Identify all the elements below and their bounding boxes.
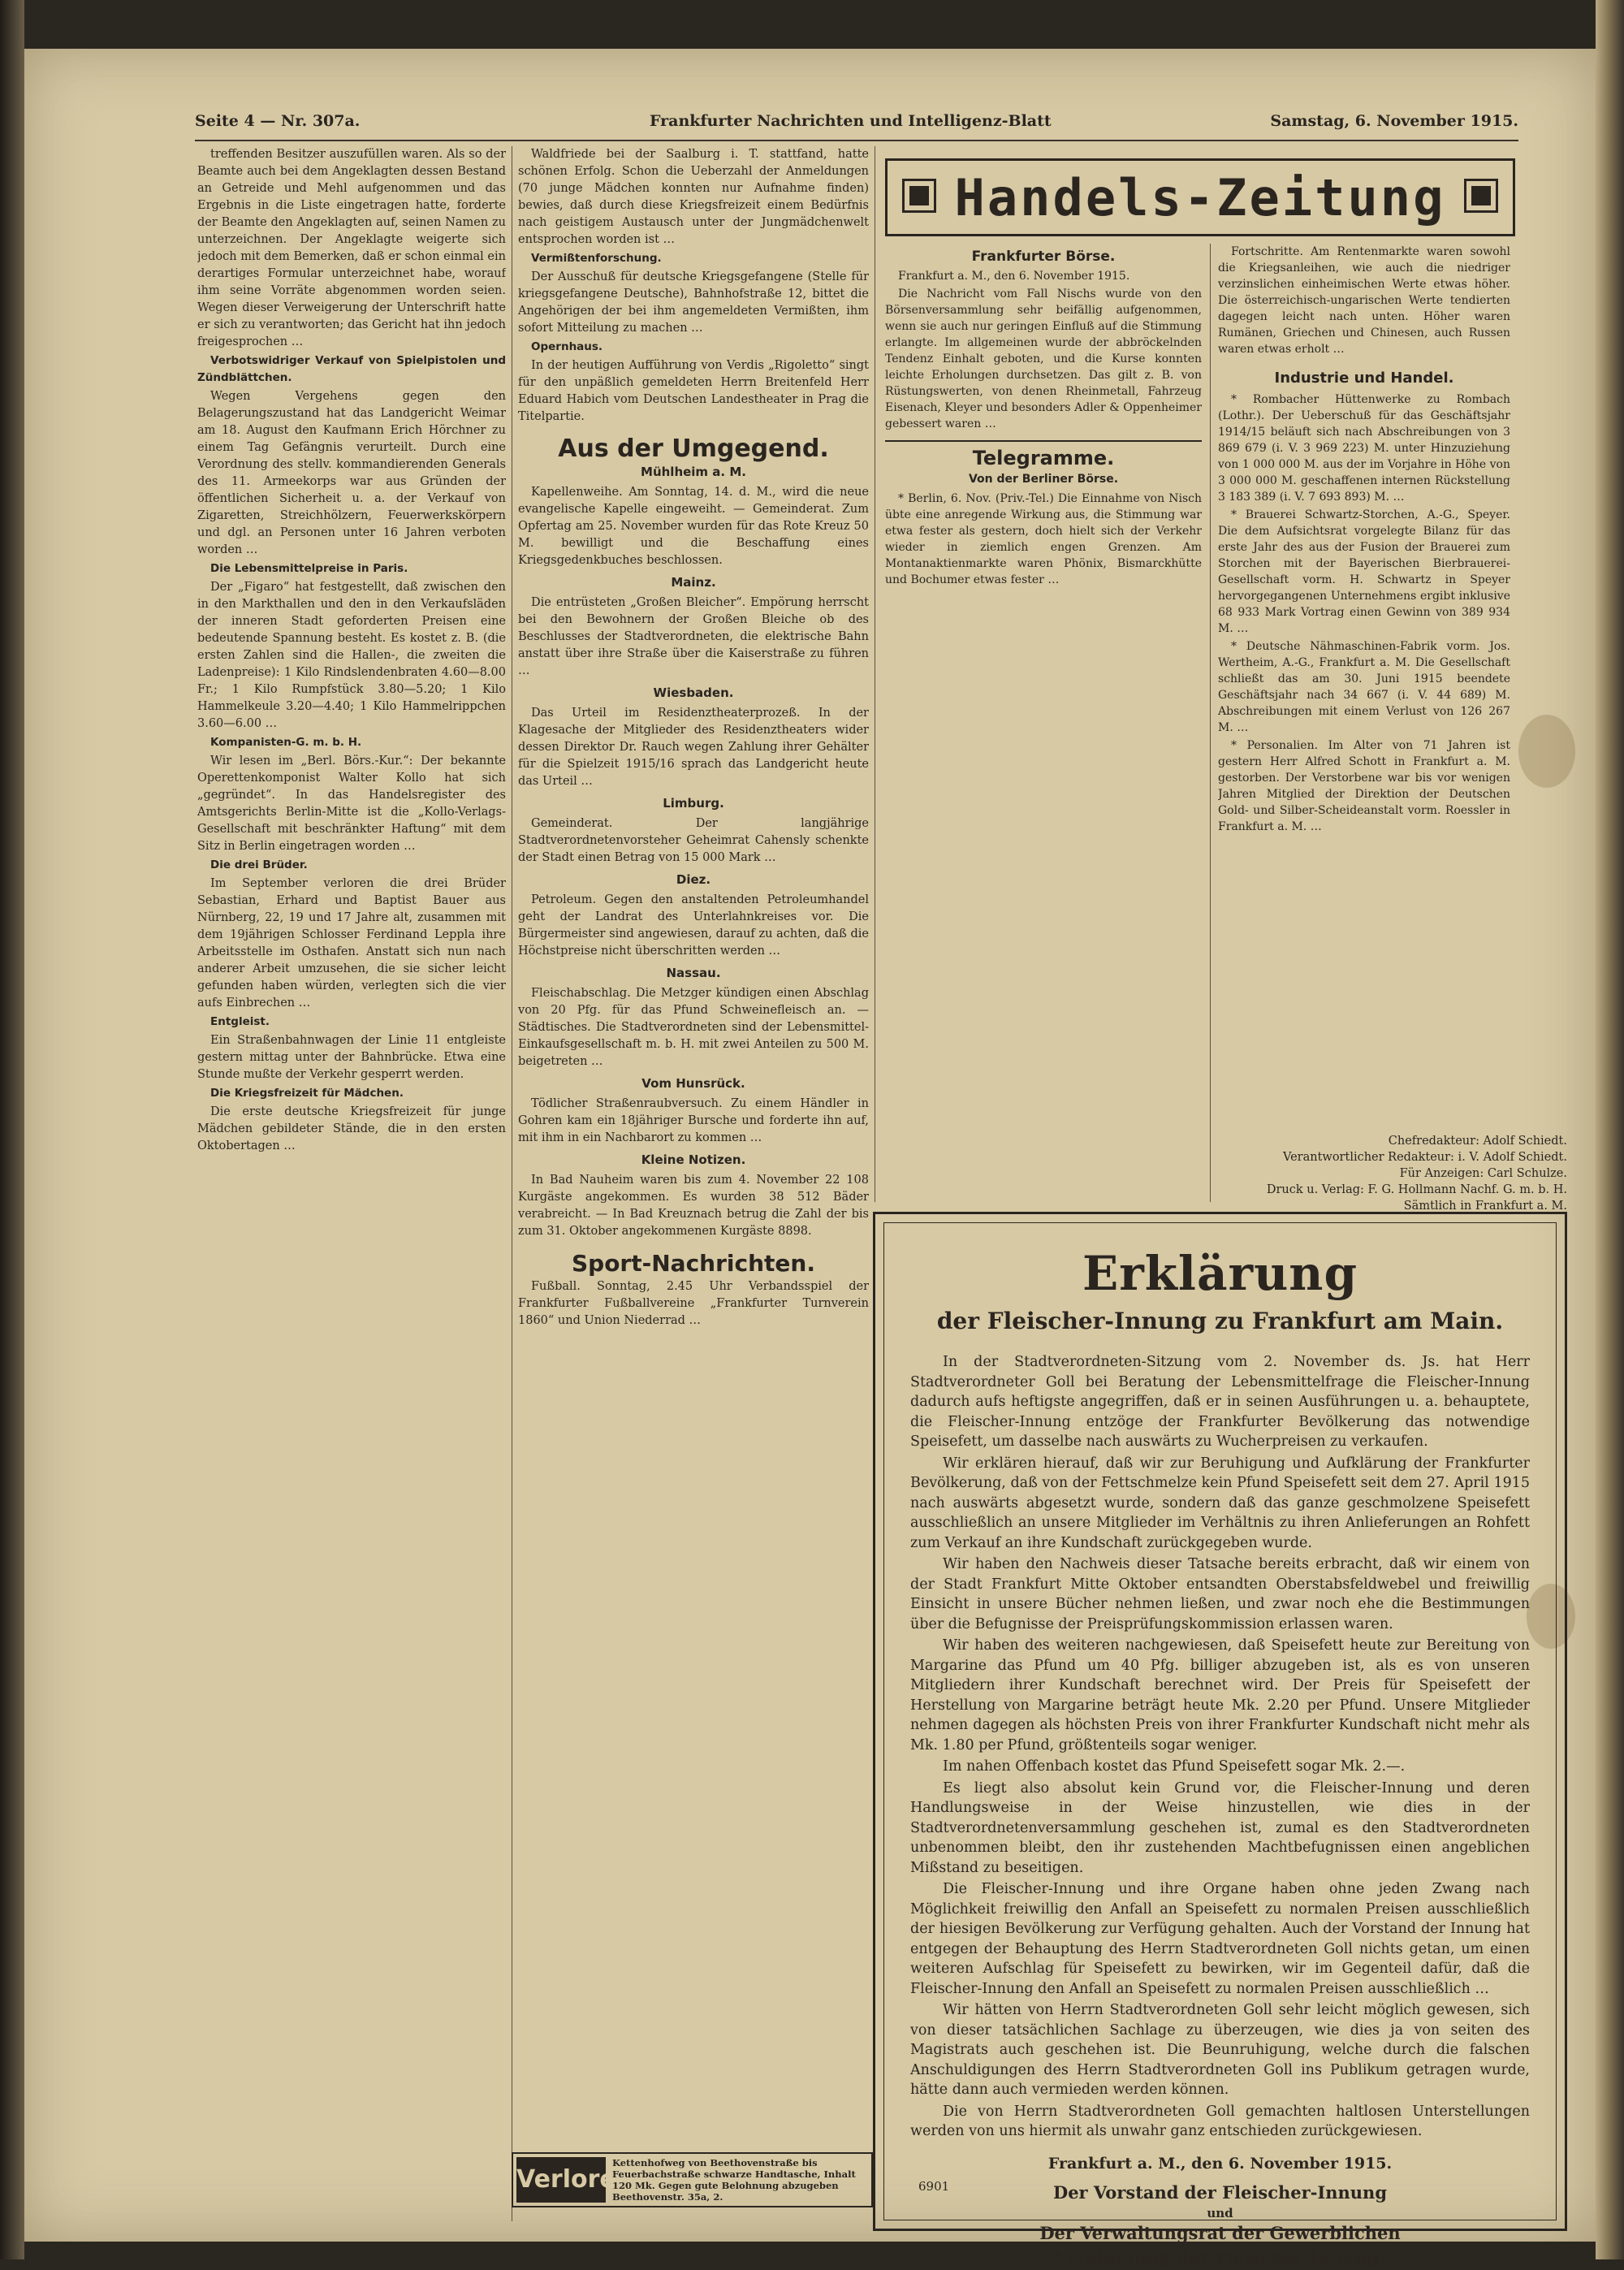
signature-line: und <box>1207 2205 1233 2220</box>
ornament-square-icon <box>902 179 936 213</box>
article-text: Wegen Vergehens gegen den Belagerungszustand hat das Landgericht Weimar am 18. August den Kaufmann Erich Hörchner zu einem Tag Gefängnis verurteilt. Durch eine Verordnung des stellv. kommandierenden Generals des 11. Armeekorps war aus Gründen der öffentlichen Sicherheit u. a. der Verkauf von Zigaretten, Streichhölzern, Feuerwerkskörpern und dgl. an Personen unter 16 Jahren verboten worden … <box>197 390 506 556</box>
credit-line: Druck u. Verlag: F. G. Hollmann Nachf. G. m. b. H. <box>1266 1183 1567 1196</box>
scan-right-edge <box>1596 0 1624 2259</box>
column-1 <box>197 146 506 2225</box>
handels-zeitung-title: Handels-Zeitung <box>954 167 1446 227</box>
advert-date: Frankfurt a. M., den 6. November 1915. <box>1047 2154 1393 2173</box>
boerse-heading: Frankfurter Börse. <box>971 249 1116 265</box>
handels-column-2 <box>1218 244 1510 1129</box>
advert-paragraph: Wir hätten von Herrn Stadtverordneten Goll sehr leicht möglich gewesen, sich von dieser tatsächlichen Sachlage zu überzeugen, wie dies ja von seiten des Magistrats auch geschehen ist. Die Beunruhigung, welche durch die falschen Anschuldigungen des Herrn Stadtverordneten Goll ins Publikum getragen wurde, hätte dann auch vermieden werden können. <box>910 2002 1530 2098</box>
article-text: Tödlicher Straßenraubversuch. Zu einem Händler in Gohren kam ein 18jähriger Bursche und forderte ihn auf, mit ihm in ein Nachbarort zu kommen … <box>518 1097 869 1144</box>
handels-zeitung-masthead <box>885 158 1515 236</box>
article-text: Petroleum. Gegen den anstaltenden Petroleumhandel geht der Landrat des Unterlahnkreises vor. Die Bürgermeister sind angewiesen, darauf zu achten, daß die Höchstpreise nicht überschritten werden … <box>518 893 869 958</box>
column-divider <box>1210 244 1211 1202</box>
article-heading: Die Kriegsfreizeit für Mädchen. <box>210 1087 404 1100</box>
credit-line: Verantwortlicher Redakteur: i. V. Adolf Schiedt. <box>1282 1151 1567 1164</box>
page-number: Seite 4 — Nr. 307a. <box>195 112 361 130</box>
location-heading: Vom Hunsrück. <box>641 1076 745 1091</box>
telegramme-report: * Berlin, 6. Nov. (Priv.-Tel.) Die Einnahme von Nisch übte eine anregende Wirkung aus, die Stimmung war etwa fester als gestern, doch hielt sich der Verkehr wieder in ziemlich engen Grenzen. Am Montanaktienmarkte waren Phönix, Bismarckhütte und Bochumer etwas fester … <box>885 492 1202 586</box>
article-text: Im September verloren die drei Brüder Sebastian, Erhard und Baptist Bauer aus Nürnberg, 22, 19 und 17 Jahre alt, zusammen mit dem 19jährigen Schlosser Ferdinand Leppla ihre Arbeitsstelle im Osthafen. Anstatt sich nun nach anderer Arbeit umzusehen, die sie sicher leicht gefunden haben würden, verlegten sich die vier aufs Einbrechen … <box>197 877 506 1010</box>
advert-paragraph: Es liegt also absolut kein Grund vor, die Fleischer-Innung und deren Handlungsweise in der Weise hinzustellen, wie dies in der Stadtverordnetenversammlung geschehen ist, zumal es den Stadtverordneten unbenommen bleibt, den ihr zustehenden Machtbefugnissen einen angeblichen Mißstand zu beseitigen. <box>910 1779 1530 1876</box>
article-heading: Kompanisten-G. m. b. H. <box>210 736 362 749</box>
advert-paragraph: Wir haben des weiteren nachgewiesen, daß Speisefett heute zur Bereitung von Margarine das Pfund um 40 Pfg. billiger abzugeben ist, als es von unseren Mitgliedern ihrer Kundschaft berechnet wird. Der Preis für Speisefett der Herstellung von Margarine beträgt heute Mk. 2.20 per Pfund. Unsere Mitglieder nehmen dagegen als höchsten Preis von ihrer Frankfurter Kundschaft nicht mehr als Mk. 1.80 per Pfund, größtenteils sogar weniger. <box>910 1637 1530 1753</box>
article-text: Gemeinderat. Der langjährige Stadtverordnetenvorsteher Geheimrat Cahensly schenkte der Stadt einen Betrag von 15 000 Mark … <box>518 817 869 864</box>
article-text: Ein Straßenbahnwagen der Linie 11 entgleiste gestern mittag unter der Bahnbrücke. Etwa eine Stunde mußte der Verkehr gesperrt werden. <box>197 1034 506 1081</box>
column-2 <box>518 146 869 2148</box>
telegramme-subheading: Von der Berliner Börse. <box>968 473 1119 486</box>
lost-item-advert <box>512 2152 873 2207</box>
article-heading: Die drei Brüder. <box>210 858 308 871</box>
advert-paragraph: Wir erklären hierauf, daß wir zur Beruhigung und Aufklärung der Frankfurter Bevölkerung, daß von der Fettschmelze kein Pfund Speisefett seit dem 27. April 1915 nach auswärts abgesetzt wurde, sondern daß das ganze geschmolzene Speisefett ausschließlich an unsere Mitglieder im Verhältnis zu ihren Anlieferungen an Rohfett zum Verkauf an ihre Kundschaft zurückgegeben wurde. <box>910 1455 1530 1551</box>
masthead-title: Frankfurter Nachrichten und Intelligenz-Blatt <box>650 112 1052 130</box>
advert-paragraph: Die Fleischer-Innung und ihre Organe haben ohne jeden Zwang nach Möglichkeit freiwillig den Anfall an Speisefett zu normalen Preisen ausschließlich der hiesigen Bevölkerung zur Verfügung gehalten. Auch der Vorstand der Innung hat entgegen der Behauptung des Herrn Stadtverordneten Goll nichts getan, um einen weiteren Aufschlag für Speisefett zu bewirken, wir im Gegenteil dafür, daß die Fleischer-Innung den Anfall an Speisefett zu normalen Preisen ausschließlich … <box>910 1881 1530 1997</box>
credit-line: Sämtlich in Frankfurt a. M. <box>1403 1200 1567 1213</box>
section-title-sport: Sport-Nachrichten. <box>571 1250 815 1277</box>
paper-stain <box>1518 715 1575 788</box>
lost-advert-text: Kettenhofweg von Beethovenstraße bis Feuerbachstraße schwarze Handtasche, Inhalt 120 Mk. Gegen gute Belohnung abzugeben Beethovenstr. 35a, 2. <box>612 2157 856 2203</box>
boerse-report: Die Nachricht vom Fall Nischs wurde von den Börsenversammlung sehr beifällig aufgenommen, wenn sie auch nur geringen Einfluß auf die Stimmung erlangte. Im allgemeinen wurde der abbröckelnden Tendenz Einhalt geboten, und die Kurse konnten leichte Erholungen durchsetzen. Das gilt z. B. von Rüstungswerten, von denen Rheinmetall, Fahrzeug Eisenach, Kleyer und besonders Adler & Oppenheimer gebessert waren … <box>885 288 1202 430</box>
section-title-umgegend: Aus der Umgegend. <box>558 435 829 463</box>
location-heading: Mühlheim a. M. <box>641 465 746 479</box>
article-heading: Vermißtenforschung. <box>531 252 662 265</box>
article-text: Kapellenweihe. Am Sonntag, 14. d. M., wird die neue evangelische Kapelle eingeweiht. — Gemeinderat. Zum Opfertag am 25. November wurden für das Rote Kreuz 50 M. bewilligt und die Beschaffung eines Kriegsgedenkbuches beschlossen. <box>518 486 869 567</box>
telegramme-heading: Telegramme. <box>972 447 1115 469</box>
page-header <box>195 112 1518 136</box>
lost-advert-title: Verloren! <box>516 2157 606 2203</box>
article-text: treffenden Besitzer auszufüllen waren. Als so der Beamte auch bei dem Angeklagten dessen Bestand an Getreide und Mehl aufgenommen und das Ergebnis in die Liste eingetragen hatte, forderte der Beamte den Angeklagten auf, seinen Namen zu unterzeichnen. Der Angeklagte weigerte sich jedoch mit dem Bemerken, daß er schon einmal ein derartiges Formular unterzeichnet habe, worauf ihm seine Vorräte abgenommen worden seien. Wegen dieser Verweigerung der Unterschrift hatte er sich zu verantworten; das Gericht hat ihn jedoch freigesprochen … <box>197 148 506 348</box>
article-text: Die erste deutsche Kriegsfreizeit für junge Mädchen gebildeter Stände, die in den ersten Oktobertagen … <box>197 1105 506 1152</box>
scan-left-edge <box>0 0 24 2259</box>
article-text: Wir lesen im „Berl. Börs.-Kur.“: Der bekannte Operettenkomponist Walter Kollo hat sich „gegründet“. In das Handelsregister des Amtsgerichts Berlin-Mitte ist die „Kollo-Verlags-Gesellschaft mit beschränkter Haftung“ mit dem Sitz in Berlin eingetragen worden … <box>197 755 506 853</box>
advert-title: Erklärung <box>1082 1246 1358 1301</box>
article-text: Fleischabschlag. Die Metzger kündigen einen Abschlag von 20 Pfg. für das Pfund Schweinefleisch an. — Städtisches. Die Stadtverordneten sind der Lebensmittel-Einkaufsgesellschaft m. b. H. mit zwei Anteilen zu 500 M. beigetreten … <box>518 987 869 1068</box>
handels-column-1 <box>885 244 1202 1206</box>
location-heading: Diez. <box>676 872 711 887</box>
location-heading: Limburg. <box>663 796 724 811</box>
header-rule <box>195 140 1518 141</box>
article-text: Der Ausschuß für deutsche Kriegsgefangene (Stelle für kriegsgefangene Deutsche), Bahnhofstraße 12, bittet die Angehörigen der bei ihm angemeldeten Vermißten, ihm sofort Mitteilung zu machen … <box>518 270 869 335</box>
ornament-square-icon <box>1464 179 1498 213</box>
erklaerung-advert <box>873 1212 1567 2268</box>
location-heading: Kleine Notizen. <box>641 1152 746 1167</box>
industry-news: * Personalien. Im Alter von 71 Jahren ist gestern Herr Alfred Schott in Frankfurt a. M. gestorben. Der Verstorbene war bis vor wenigen Jahren Mitglied der Direktion der Deutschen Gold- und Silber-Scheideanstalt vorm. Roessler in Frankfurt a. M. … <box>1218 739 1510 833</box>
article-text: Fußball. Sonntag, 2.45 Uhr Verbandsspiel der Frankfurter Fußballvereine „Frankfurter Turnverein 1860“ und Union Niederrad … <box>518 1280 869 1327</box>
signature-line: Der Verwaltungsrat der Gewerblichen <box>1039 2222 1401 2243</box>
article-heading: Opernhaus. <box>531 340 603 353</box>
industry-news: * Deutsche Nähmaschinen-Fabrik vorm. Jos. Wertheim, A.-G., Frankfurt a. M. Die Gesellschaft schließt das am 30. Juni 1915 beendete Geschäftsjahr nach 34 667 (i. V. 44 689) M. Abschreibungen mit einem Verlust von 126 267 M. … <box>1218 640 1510 734</box>
boerse-dateline: Frankfurt a. M., den 6. November 1915. <box>898 270 1130 283</box>
article-heading: Entgleist. <box>210 1015 270 1028</box>
signature-line: Vereinigung der Fleischer-Innung. <box>1054 2246 1386 2268</box>
advert-signature <box>910 2181 1530 2270</box>
location-heading: Mainz. <box>671 575 716 590</box>
article-text: Das Urteil im Residenztheaterprozeß. In der Klagesache der Mitglieder des Residenztheaters wider dessen Direktor Dr. Rauch wegen Zahlung ihrer Gehälter für die Spielzeit 1915/16 sprach das Landgericht heute das Urteil … <box>518 707 869 788</box>
industry-news: * Brauerei Schwartz-Storchen, A.-G., Speyer. Die dem Aufsichtsrat vorgelegte Bilanz für das erste Jahr des aus der Fusion der Brauerei zum Storchen mit der Bayerischen Bierbrauerei-Gesellschaft vorm. H. Schwartz in Speyer hervorgegangenen Unternehmens ergibt inklusive 68 933 Mark Vortrag einen Gewinn von 389 934 M. … <box>1218 508 1510 635</box>
article-text: Der „Figaro“ hat festgestellt, daß zwischen den in den Markthallen und den in den Verkaufsläden der inneren Stadt geforderten Preisen eine bedeutende Spannung besteht. Es kostet z. B. (die ersten Zahlen sind die Hallen-, die zweiten die Ladenpreise): 1 Kilo Rindslendenbraten 4.60—8.00 Fr.; 1 Kilo Rumpfstück 3.80—5.20; 1 Kilo Hammelkeule 3.20—4.40; 1 Kilo Hammelrippchen 3.60—6.00 … <box>197 581 506 730</box>
editorial-credits <box>1230 1133 1567 1214</box>
article-text: In Bad Nauheim waren bis zum 4. November 22 108 Kurgäste angekommen. Es wurden 38 512 Bäder verabreicht. — In Bad Kreuznach betrug die Zahl der bis zum 31. Oktober angekommenen Kurgäste 8898. <box>518 1174 869 1238</box>
market-report: Fortschritte. Am Rentenmarkte waren sowohl die Kriegsanleihen, wie auch die niedriger verzinslichen einheimischen Werte etwas höher. Die österreichisch-ungarischen Werte tendierten dagegen leicht nach unten. Höher waren Rumänen, Griechen und Chinesen, auch Russen waren etwas erholt … <box>1218 245 1510 356</box>
issue-date: Samstag, 6. November 1915. <box>1270 112 1518 130</box>
article-heading: Die Lebensmittelpreise in Paris. <box>210 562 408 575</box>
advert-paragraph: Im nahen Offenbach kostet das Pfund Speisefett sogar Mk. 2.—. <box>943 1758 1406 1775</box>
article-text: Die entrüsteten „Großen Bleicher“. Empörung herrscht bei den Bewohnern der Großen Bleiche ob des Beschlusses der Stadtverordneten, die elektrische Bahn anstatt über ihre Straße über die Kaiserstraße zu führen … <box>518 596 869 677</box>
location-heading: Wiesbaden. <box>653 685 734 700</box>
article-heading: Verbotswidriger Verkauf von Spielpistolen und Zündblättchen. <box>197 354 506 384</box>
industry-news: * Rombacher Hüttenwerke zu Rombach (Lothr.). Der Ueberschuß für das Geschäftsjahr 1914/15 beläuft sich nach Abschreibungen von 3 869 679 (i. V. 3 969 223) M. unter Hinzuziehung von 1 000 000 M. aus der im Vorjahre in Höhe von 3 000 000 M. geschaffenen internen Rückstellung 3 183 389 (i. V. 7 693 893) M. … <box>1218 393 1510 504</box>
advert-number: 6901 <box>918 2179 950 2194</box>
advert-body <box>910 1352 1530 2142</box>
article-text: In der heutigen Aufführung von Verdis „Rigoletto“ singt für den unpäßlich gemeldeten Herrn Breitenfeld Herr Eduard Habich vom Deutschen Landestheater in Prag die Titelpartie. <box>518 359 869 423</box>
advert-paragraph: In der Stadtverordneten-Sitzung vom 2. November ds. Js. hat Herr Stadtverordneter Goll bei Beratung der Lebensmittelfrage die Fleischer-Innung dadurch aufs heftigste angegriffen, daß er in seinen Ausführungen u. a. behauptete, die Fleischer-Innung entzöge der Frankfurter Bevölkerung das notwendige Speisefett, um dasselbe nach auswärts zu Wucherpreisen zu verkaufen. <box>910 1354 1530 1450</box>
location-heading: Nassau. <box>666 966 721 980</box>
advert-inner-frame <box>883 1222 1557 2268</box>
industrie-heading: Industrie und Handel. <box>1274 370 1454 387</box>
advert-paragraph: Die von Herrn Stadtverordneten Goll gemachten haltlosen Unterstellungen werden von uns hiermit als unwahr ganz entschieden zurückgewiesen. <box>910 2103 1530 2139</box>
advert-subtitle: der Fleischer-Innung zu Frankfurt am Main. <box>936 1308 1504 1334</box>
signature-line: Der Vorstand der Fleischer-Innung <box>1052 2181 1388 2203</box>
article-text: Waldfriede bei der Saalburg i. T. stattfand, hatte schönen Erfolg. Schon die Ueberzahl der Anmeldungen (70 junge Mädchen konnten nur Aufnahme finden) bewies, daß durch diese Kriegsfreizeit einem Bedürfnis nach geistigem Austausch unter der Jungmädchenwelt entsprochen worden ist … <box>518 148 869 246</box>
credit-line: Für Anzeigen: Carl Schulze. <box>1399 1167 1567 1180</box>
advert-paragraph: Wir haben den Nachweis dieser Tatsache bereits erbracht, daß wir einem von der Stadt Frankfurt Mitte Oktober entsandten Oberstabsfeldwebel und freiwillig Einsicht in unsere Bücher nehmen ließen, und zwar noch ehe die Bestimmungen über die Befugnisse der Preisprüfungskommission erlassen waren. <box>910 1556 1530 1632</box>
section-rule <box>885 440 1202 442</box>
credit-line: Chefredakteur: Adolf Schiedt. <box>1388 1135 1567 1148</box>
